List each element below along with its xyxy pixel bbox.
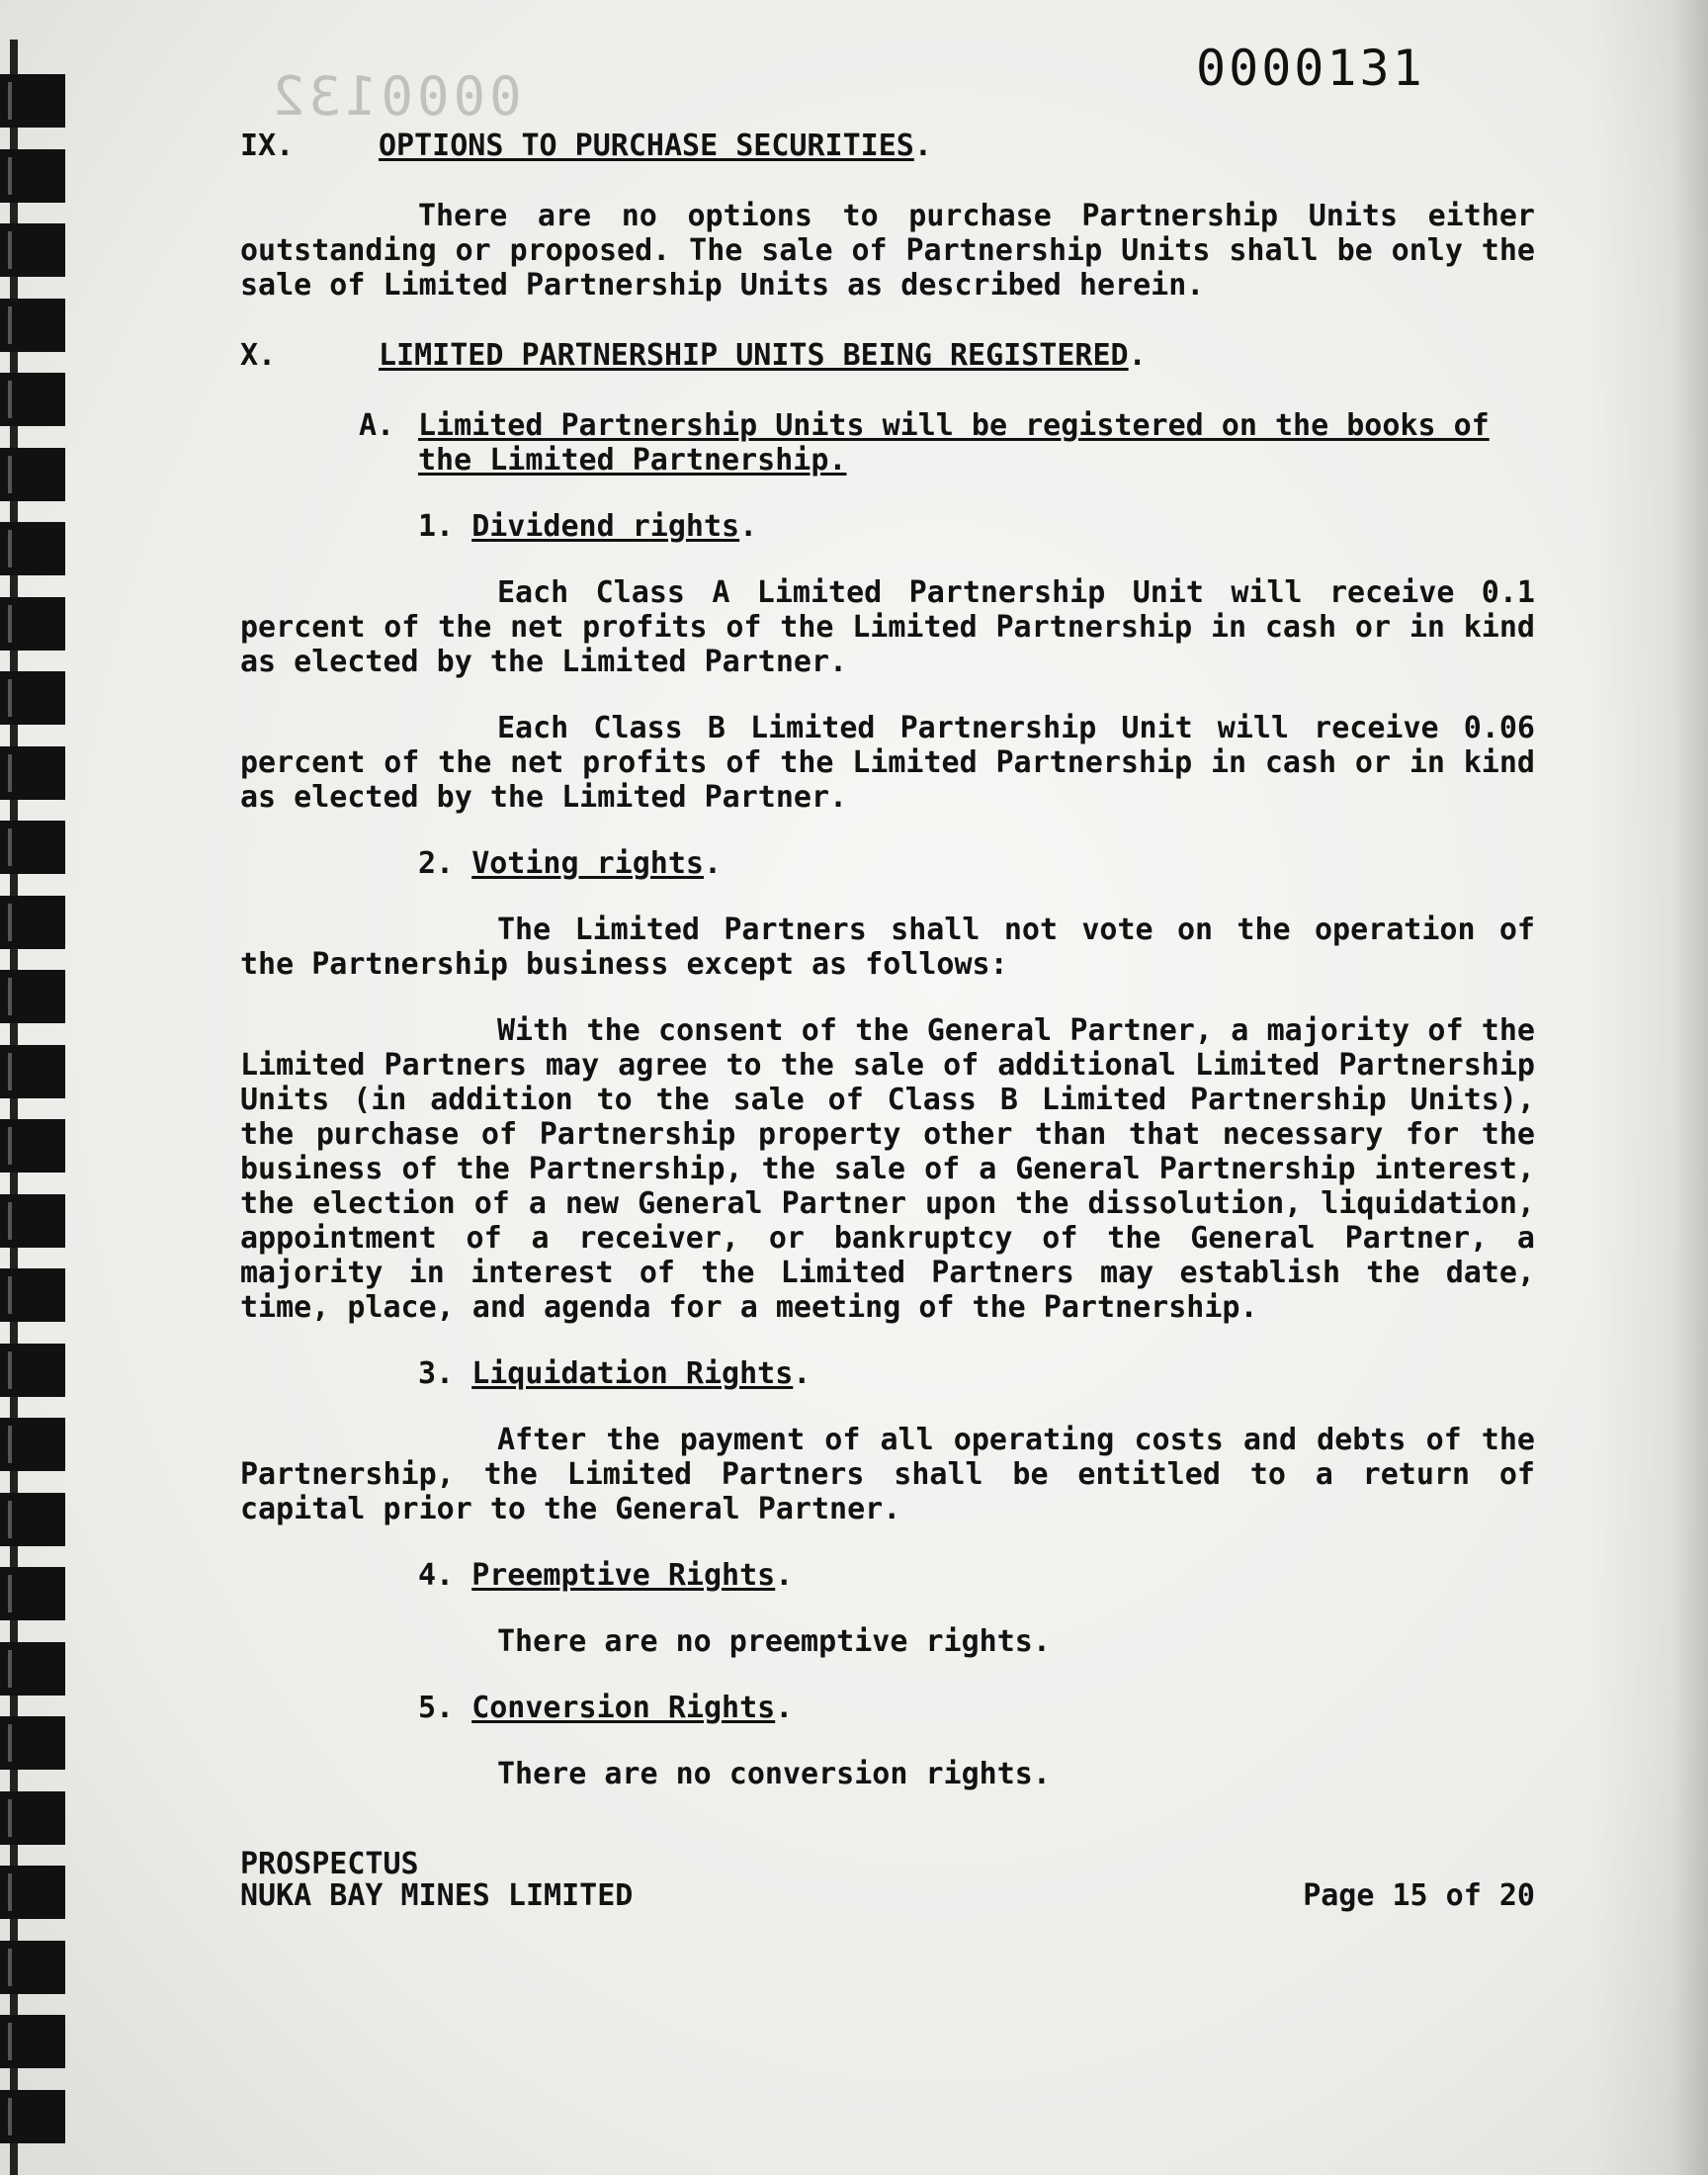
binding-hole bbox=[0, 671, 65, 725]
binding-hole bbox=[0, 746, 65, 800]
binding-hole bbox=[0, 373, 65, 426]
item-1-title: Dividend rights bbox=[471, 509, 740, 544]
footer-page-number: Page 15 of 20 bbox=[1303, 1878, 1535, 1913]
binding-hole bbox=[0, 1493, 65, 1546]
item-4-title: Preemptive Rights bbox=[471, 1558, 776, 1593]
binding-hole bbox=[0, 223, 65, 277]
binding-hole bbox=[0, 299, 65, 352]
section-ix-number: IX. bbox=[240, 129, 295, 163]
item-4-heading: 4. Preemptive Rights. bbox=[418, 1558, 794, 1593]
item-3-title: Liquidation Rights bbox=[471, 1356, 794, 1391]
binding-spine bbox=[10, 40, 18, 2175]
item-2-title: Voting rights bbox=[471, 846, 704, 881]
binding-hole bbox=[0, 1791, 65, 1845]
binding-hole bbox=[0, 2015, 65, 2068]
footer-document-type: PROSPECTUS bbox=[240, 1847, 419, 1881]
section-x-number: X. bbox=[240, 338, 277, 373]
page-footer bbox=[240, 1849, 1535, 1912]
spiral-binding bbox=[0, 40, 69, 2175]
section-x-heading bbox=[240, 338, 1535, 373]
page-edge-shadow bbox=[1589, 0, 1708, 2175]
item-3-number: 3. bbox=[418, 1356, 455, 1391]
item-3-paragraph-1: After the payment of all operating costs and debts of the Partnership, the Limited Partners shall be entitled to a return of capital prior to the General Partner. bbox=[240, 1423, 1535, 1526]
item-5-title: Conversion Rights bbox=[471, 1691, 776, 1725]
binding-hole bbox=[0, 522, 65, 575]
section-x-subsection-a bbox=[240, 408, 1535, 478]
item-2-paragraph-2: With the consent of the General Partner, a majority of the Limited Partners may agree to the sale of additional Limited Partnership Units (in addition to the sale of Class B Limited Partnership Units), the purchase of Partnership property other than that necessary for the business of the Partnership, the sale of a General Partnership interest, the election of a new General Partner upon the dissolution, liquidation, appointment of a receiver, or bankruptcy of the General Partner, a majority in interest of the Limited Partners may establish the date, time, place, and agenda for a meeting of the Partnership. bbox=[240, 1013, 1535, 1325]
binding-hole bbox=[0, 821, 65, 874]
item-3-heading: 3. Liquidation Rights. bbox=[418, 1356, 811, 1391]
binding-hole bbox=[0, 1866, 65, 1919]
section-x-title: LIMITED PARTNERSHIP UNITS BEING REGISTERED bbox=[379, 338, 1129, 373]
footer-company-name: NUKA BAY MINES LIMITED bbox=[240, 1878, 634, 1913]
binding-hole bbox=[0, 1716, 65, 1770]
binding-hole bbox=[0, 1119, 65, 1173]
binding-hole bbox=[0, 448, 65, 501]
bates-number-bleedthrough: 0000132 bbox=[269, 65, 522, 128]
binding-hole bbox=[0, 1045, 65, 1098]
binding-hole bbox=[0, 896, 65, 949]
section-ix-title: OPTIONS TO PURCHASE SECURITIES bbox=[379, 129, 914, 163]
item-4-number: 4. bbox=[418, 1558, 455, 1593]
item-5-paragraph-1: There are no conversion rights. bbox=[497, 1757, 1051, 1791]
subsection-a-text: Limited Partnership Units will be registered on the books of the Limited Partnership. bbox=[418, 408, 1490, 478]
binding-hole bbox=[0, 1344, 65, 1397]
item-2-paragraph-1: The Limited Partners shall not vote on the operation of the Partnership business except as follows: bbox=[240, 913, 1535, 982]
item-1-heading: 1. Dividend rights. bbox=[418, 509, 758, 544]
item-5-heading: 5. Conversion Rights. bbox=[418, 1691, 794, 1725]
binding-hole bbox=[0, 149, 65, 203]
item-1-paragraph-1: Each Class A Limited Partnership Unit will receive 0.1 percent of the net profits of the Limited Partnership in cash or in kind as elected by the Limited Partner. bbox=[240, 575, 1535, 679]
section-x-title-punct: . bbox=[1128, 338, 1147, 373]
item-1-paragraph-2: Each Class B Limited Partnership Unit will receive 0.06 percent of the net profits of the Limited Partnership in cash or in kind as elected by the Limited Partner. bbox=[240, 711, 1535, 815]
section-ix-body: There are no options to purchase Partnership Units either outstanding or proposed. The sale of Partnership Units shall be only the sale of Limited Partnership Units as described herein. bbox=[240, 199, 1535, 303]
binding-hole bbox=[0, 1941, 65, 1994]
binding-hole bbox=[0, 1418, 65, 1471]
binding-hole bbox=[0, 1642, 65, 1696]
document-body bbox=[240, 129, 1535, 1791]
item-2-number: 2. bbox=[418, 846, 455, 881]
binding-hole bbox=[0, 970, 65, 1023]
binding-hole bbox=[0, 1194, 65, 1248]
item-1-number: 1. bbox=[418, 509, 455, 544]
section-ix-heading bbox=[240, 129, 1535, 163]
binding-hole bbox=[0, 1268, 65, 1322]
subsection-a-label: A. bbox=[359, 408, 395, 443]
section-ix-title-punct: . bbox=[913, 129, 932, 163]
item-5-number: 5. bbox=[418, 1691, 455, 1725]
binding-hole bbox=[0, 597, 65, 651]
item-4-paragraph-1: There are no preemptive rights. bbox=[497, 1624, 1051, 1659]
binding-hole bbox=[0, 2090, 65, 2143]
bates-number: 0000131 bbox=[1196, 40, 1425, 97]
item-2-heading: 2. Voting rights. bbox=[418, 846, 723, 881]
binding-hole bbox=[0, 1567, 65, 1620]
binding-hole bbox=[0, 74, 65, 128]
